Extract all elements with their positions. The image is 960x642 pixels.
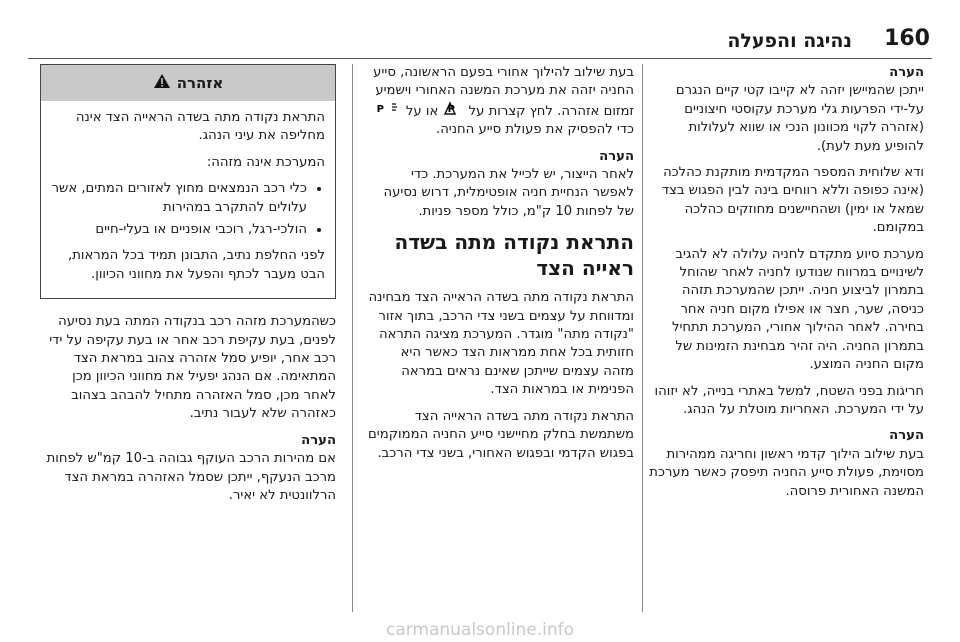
paragraph: לפני החלפת נתיב, התבונן תמיד בכל המראות, הבט מעבר לכתף והפעל את מחווני הכיוון. [68,248,325,282]
paragraph: ייתכן שהמיישן יזהה לא קייבו קטי קיים הנגרם על-ידי הפרעות גלי מערכת עקוסטי חיצוניים (אזהרה לקוי מכוונון הנכי או שווא לעלולות להופיע מעת לעת). [675,83,924,154]
parking-assist-glyph: P [448,103,456,115]
paragraph: התראת נקודה מתה בשדה הראייה הצד אינה מחליפה את עיני הנהג. [75,110,325,144]
warning-body [41,101,335,298]
paragraph: כשהמערכת מזהה רכב בנקודה המתה בעת נסיעה לפנים, בעת עקיפת רכב אחר או בעת עקיפה על ידי רכב אחר, יופיע סמל אזהרה צהוב במראת הצד המתאימה. אם הנהג יפעיל את מחווני הכיוון מכן לאחר מכן, סמל האזהרה מתחיל להבהב בצהוב כאזהרה שלא לעבור נתיב. [49,314,336,422]
paragraph-text: כדי להפסיק את פעולת סייע החניה. [436,122,634,138]
warning-title: אזהרה [176,73,224,92]
list-item: • כלי רכב הנמצאים מחוץ לאזורים המתים, אשר עלולים להתקרב במהירות [51,180,307,217]
warning-list [51,180,325,239]
column-middle [368,64,634,471]
column-right [648,64,924,509]
paragraph: אם מהירות הרכב העוקף גבוהה ב-10 קמ"ש לפחות מרכב הנעקף, ייתכן שסמל האזהרה במראת הצד הרלוונטית לא יאיר. [46,451,336,503]
paragraph: המערכת אינה מזהה: [206,154,325,170]
column-left [40,64,336,513]
paragraph: התראת נקודה מתה בשדה הראייה הצד משתמשת בחלק מחיישני סייע החניה הממוקמים בפגוש הקדמי ובפגוש האחורי, בשני צדי הרכב. [368,408,634,461]
paragraph [368,64,634,140]
paragraph-text: בעת שילוב להילוך אחורי בפעם הראשונה, סייע החניה יזהה את מערכת המשנה האחורי וישמיע זמזום אזהרה. [373,65,634,119]
warning-triangle-icon [153,73,171,93]
note-heading: הערה [301,432,336,448]
note-heading: הערה [889,428,924,444]
note-heading: הערה [889,65,924,80]
parking-assist-alt-icon [376,101,402,120]
paragraph: חריגות בפני השטח, למשל באתרי בנייה, לא יזוהו על ידי המערכת. האחריות מוטלת על הנהג. [654,383,924,417]
paragraph: ודא שלוחית המספר המקדמית מותקנת כהלכה (אינה כפופה וללא רווחים בינה לבין הפגוש בצד שמאל או ימין) ושהחיישנים מחוזקים כהלכה במקומם. [661,165,924,236]
header-rule [28,58,932,59]
page-header [0,0,960,56]
subsection-title: התראת נקודה מתה בשדה ראייה הצד [394,230,634,281]
page-number: 160 [884,26,930,51]
list-item: • הולכי-רגל, רוכבי אופניים או בעלי-חיים [51,221,307,239]
column-divider [352,64,353,612]
paragraph: בעת שילוב הילוך קדמי ראשון וחריגה ממהירות מסוימת, פעולת סייע החניה תיפסק כאשר מערכת המשנה האחורית פרוסה. [649,446,924,499]
note-heading: הערה [599,148,634,164]
parking-assist-alt-glyph: P [376,103,384,115]
paragraph-text: לחץ קצרות על [468,103,553,119]
column-divider [642,64,643,612]
parking-assist-icon [442,101,464,120]
watermark: carmanualsonline.info [385,620,575,640]
paragraph: מערכת סיוע מתקדם לחניה עלולה לא להגיב לשינויים במרווח שנודעו לחניה לאחר שהוחל בתמרון לביצוע חניה. ייתכן שהמערכת תזהה כניסה, שער, חצר או אפילו מקום חניה אחר בחירה. לאחר ההילוך אחורי, המערכת תתחיל בתמרון החניה. היה זהיר מבחינת הזמינות של מקום החניה המוצע. [671,246,924,373]
warning-header [41,65,335,101]
paragraph: התראת נקודה מתה בשדה הראייה הצד מבחינה ומדווחת על עצמים בשני צדי הרכב, בתוך אזור "נקודה מתה" מוגדר. המערכת מציגה התראה חזותית בכל אחת ממראות הצד כאשר היא מזהה עצמים שייתכן שאינם נראים במראה הפנימית או במראות הצד. [368,290,634,398]
paragraph-text: או על [405,103,439,119]
paragraph: לאחר הייצור, יש לכייל את המערכת. כדי לאפשר הנחיית חניה אופטימלית, דרוש נסיעה של לפחות 10 ק"מ, כולל מספר פניות. [383,167,634,219]
section-title: נהיגה והפעלה [727,30,852,52]
warning-box [40,64,336,299]
